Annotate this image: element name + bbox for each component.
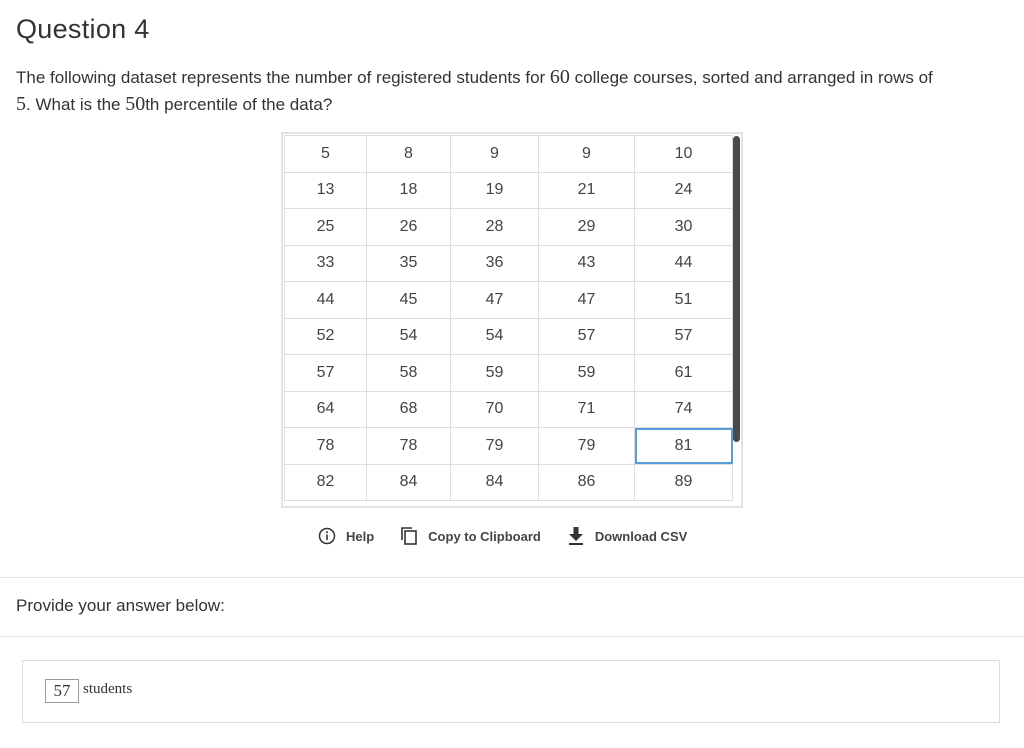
table-cell[interactable]: 79	[539, 428, 635, 465]
table-cell[interactable]: 24	[635, 172, 733, 209]
table-cell[interactable]: 59	[451, 355, 539, 392]
prompt-text-4: percentile of the data?	[159, 95, 333, 114]
table-cell[interactable]: 33	[285, 245, 367, 282]
table-cell[interactable]: 19	[451, 172, 539, 209]
table-cell[interactable]: 9	[539, 136, 635, 173]
table-cell[interactable]: 70	[451, 391, 539, 428]
table-toolbar	[318, 524, 713, 548]
table-cell[interactable]: 84	[367, 464, 451, 501]
table-cell[interactable]: 57	[285, 355, 367, 392]
table-cell[interactable]: 78	[367, 428, 451, 465]
table-cell[interactable]: 58	[367, 355, 451, 392]
section-divider	[0, 636, 1024, 637]
table-cell[interactable]: 89	[635, 464, 733, 501]
table-cell[interactable]: 25	[285, 209, 367, 246]
table-cell[interactable]: 82	[285, 464, 367, 501]
download-label: Download CSV	[594, 528, 688, 544]
copy-icon	[400, 526, 418, 546]
table-cell[interactable]: 86	[539, 464, 635, 501]
table-cell[interactable]: 29	[539, 209, 635, 246]
table-cell[interactable]: 5	[285, 136, 367, 173]
table-cell[interactable]: 52	[285, 318, 367, 355]
prompt-text-2: college courses, sorted and arranged in rows of	[569, 68, 933, 87]
percentile-suffix: th	[145, 95, 160, 114]
copy-label: Copy to Clipboard	[428, 528, 541, 544]
table-cell[interactable]: 36	[451, 245, 539, 282]
table-cell[interactable]: 47	[451, 282, 539, 319]
table-cell[interactable]: 79	[451, 428, 539, 465]
course-count: 60	[549, 66, 570, 88]
row-size: 5	[16, 93, 26, 115]
table-scrollbar[interactable]	[733, 136, 740, 442]
table-row	[285, 209, 733, 246]
answer-prompt-label: Provide your answer below:	[16, 596, 225, 615]
question-prompt	[16, 64, 1006, 118]
answer-unit: students	[83, 681, 133, 697]
data-table	[284, 135, 733, 501]
table-cell[interactable]: 26	[367, 209, 451, 246]
table-row	[285, 282, 733, 319]
table-cell[interactable]: 44	[635, 245, 733, 282]
table-cell[interactable]: 78	[285, 428, 367, 465]
download-arrow-icon	[567, 526, 585, 546]
table-cell[interactable]: 21	[539, 172, 635, 209]
table-row	[285, 245, 733, 282]
prompt-text-3: . What is the	[26, 95, 126, 114]
table-cell[interactable]: 81	[635, 428, 733, 465]
table-row	[285, 464, 733, 501]
percentile-value: 50	[125, 93, 146, 115]
table-cell[interactable]: 64	[285, 391, 367, 428]
table-cell[interactable]: 59	[539, 355, 635, 392]
answer-input[interactable]: 57	[45, 679, 79, 703]
download-csv-button[interactable]	[567, 526, 687, 546]
table-row	[285, 136, 733, 173]
table-cell[interactable]: 54	[367, 318, 451, 355]
table-row	[285, 355, 733, 392]
answer-box	[22, 660, 1000, 723]
table-cell[interactable]: 51	[635, 282, 733, 319]
table-cell[interactable]: 44	[285, 282, 367, 319]
table-cell[interactable]: 35	[367, 245, 451, 282]
table-cell[interactable]: 43	[539, 245, 635, 282]
table-cell[interactable]: 9	[451, 136, 539, 173]
copy-to-clipboard-button[interactable]	[400, 526, 541, 546]
table-cell[interactable]: 13	[285, 172, 367, 209]
table-cell[interactable]: 71	[539, 391, 635, 428]
data-table-container[interactable]	[281, 132, 743, 508]
table-cell[interactable]: 47	[539, 282, 635, 319]
table-row	[285, 428, 733, 465]
table-cell[interactable]: 8	[367, 136, 451, 173]
table-cell[interactable]: 57	[539, 318, 635, 355]
info-circle-icon	[318, 527, 336, 545]
help-label: Help	[346, 528, 375, 544]
table-row	[285, 391, 733, 428]
table-row	[285, 172, 733, 209]
table-cell[interactable]: 61	[635, 355, 733, 392]
table-row	[285, 318, 733, 355]
table-cell[interactable]: 10	[635, 136, 733, 173]
table-cell[interactable]: 68	[367, 391, 451, 428]
table-cell[interactable]: 74	[635, 391, 733, 428]
table-cell[interactable]: 28	[451, 209, 539, 246]
table-cell[interactable]: 18	[367, 172, 451, 209]
table-cell[interactable]: 30	[635, 209, 733, 246]
question-title: Question 4	[16, 14, 150, 44]
table-cell[interactable]: 84	[451, 464, 539, 501]
prompt-text-1: The following dataset represents the number of registered students for	[16, 68, 550, 87]
table-cell[interactable]: 54	[451, 318, 539, 355]
table-cell[interactable]: 45	[367, 282, 451, 319]
section-divider	[0, 577, 1024, 578]
table-cell[interactable]: 57	[635, 318, 733, 355]
help-button[interactable]	[318, 527, 374, 545]
